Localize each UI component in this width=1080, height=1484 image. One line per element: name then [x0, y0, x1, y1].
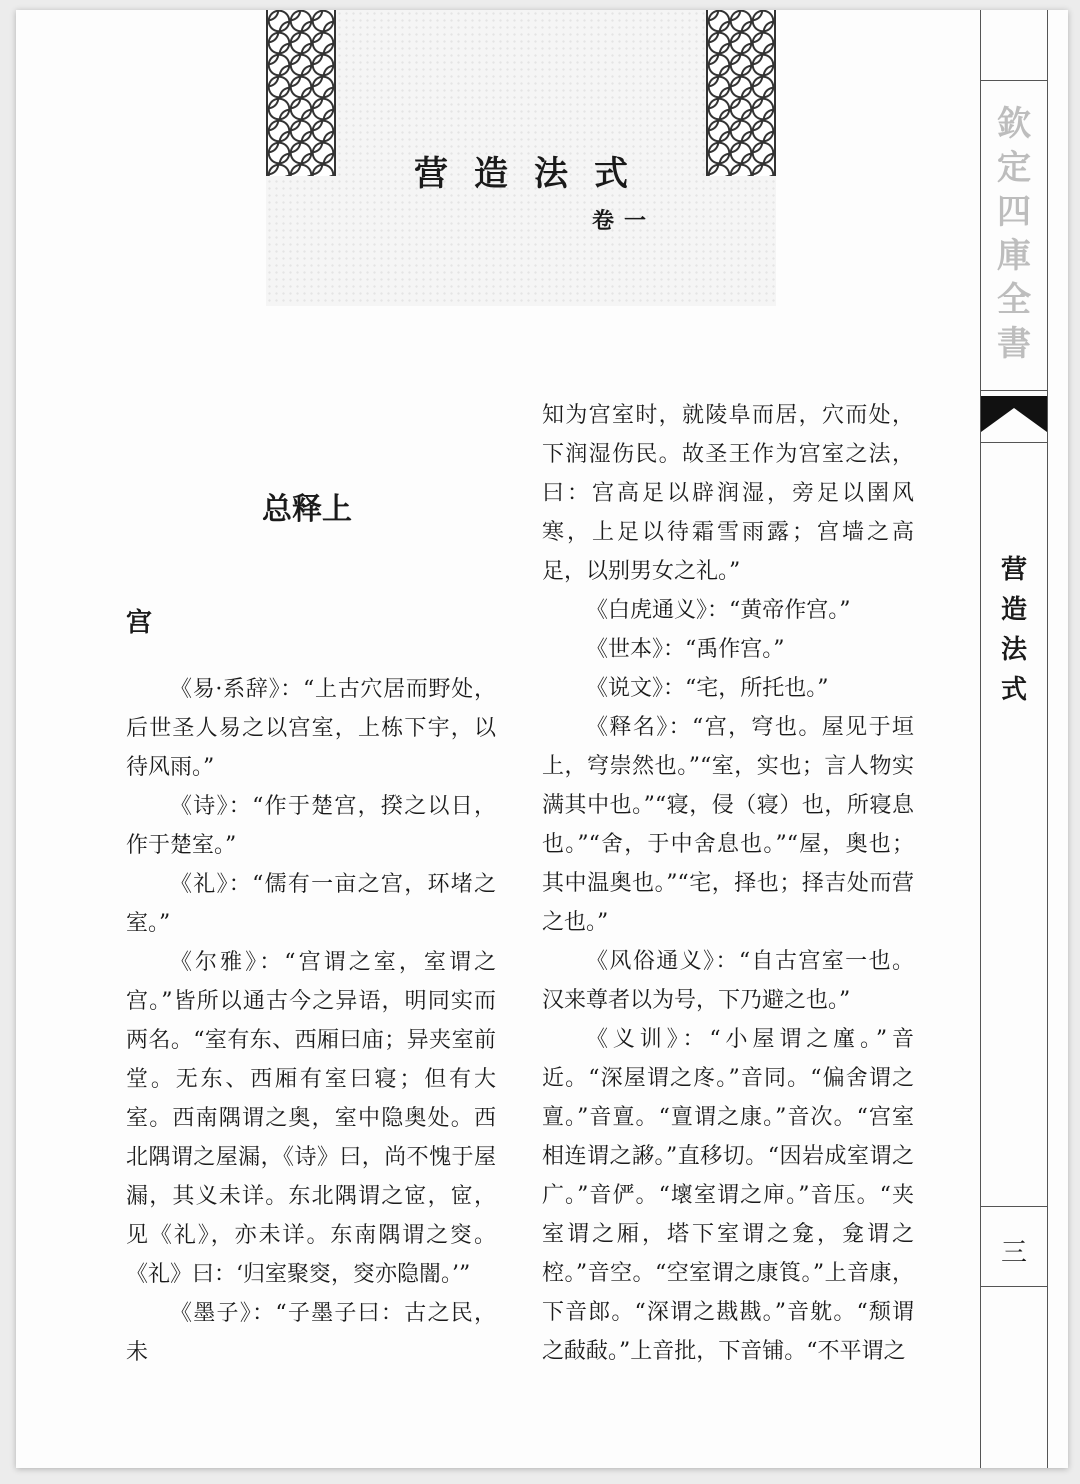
series-char: 全 [997, 280, 1031, 320]
strip-divider [981, 1206, 1047, 1207]
paragraph: 《义训》：“小屋谓之廑。”音近。“深屋谓之庝。”音同。“偏舍谓之亶。”音亶。“亶谓之康。”音次。“宫室相连谓之謻。”直移切。“因岩成室谓之广。”音俨。“壞室谓之庘。”音压。“夹室谓之厢，塔下室谓之龛，龛谓之椌。”音空。“空室谓之康筤。”上音康，下音郎。“深谓之戡戡。”音躭。“颓谓之敮敮。”上音批，下音铺。“不平谓之 [542, 1027, 914, 1364]
paragraph-continuation: 知为宫室时，就陵阜而居，穴而处，下润湿伤民。故圣王作为宫室之法，曰：宫高足以辟润湿，旁足以圉风寒，上足以待霜雪雨露；宫墙之高足，以别男女之礼。” [542, 403, 914, 584]
paragraph: 《白虎通义》：“黄帝作宫。” [586, 598, 851, 623]
left-column [126, 670, 496, 1372]
right-column [542, 396, 914, 1371]
paragraph: 《世本》：“禹作宫。” [586, 637, 785, 662]
strip-divider [981, 390, 1047, 391]
paragraph: 《尔雅》：“宫谓之室，室谓之宫。”皆所以通古今之异语，明同实而两名。“室有东、西厢曰庙；异夹室前堂。无东、西厢有室曰寝；但有大室。西南隅谓之奥，室中隐奥处。西北隅谓之屋漏，《诗》曰，尚不愧于屋漏，其义未详。东北隅谓之宧，宧，见《礼》，亦未详。东南隅谓之窔。《礼》曰：‘归室聚窔，窔亦隐闇。’” [126, 950, 496, 1287]
paragraph: 《易·系辞》：“上古穴居而野处，后世圣人易之以宫室，上栋下宇，以待风雨。” [126, 677, 496, 780]
chapter-banner [266, 10, 776, 306]
section-title: 总释上 [262, 492, 352, 527]
series-char: 四 [997, 192, 1031, 232]
series-title [981, 102, 1047, 366]
strip-divider [981, 442, 1047, 443]
series-char: 欽 [997, 104, 1031, 144]
sub-title: 宫 [126, 608, 153, 638]
book-page [16, 10, 1068, 1468]
series-char: 定 [997, 148, 1031, 188]
margin-strip [980, 10, 1048, 1468]
vertical-book-title [981, 550, 1047, 710]
fishtail-ornament-icon [981, 396, 1047, 436]
paragraph: 《礼》：“儒有一亩之宫，环堵之室。” [126, 872, 496, 936]
title-char: 造 [1000, 595, 1027, 625]
paragraph: 《释名》：“宫，穹也。屋见于垣上，穹崇然也。”“室，实也；言人物实满其中也。”“寝，侵（寝）也，所寝息也。”“舍，于中舍息也。”“屋，奥也；其中温奥也。”“宅，择也；择吉处而营之也。” [542, 715, 914, 935]
title-char: 营 [1000, 555, 1027, 585]
strip-divider [981, 1286, 1047, 1287]
paragraph: 《墨子》：“子墨子曰：古之民，未 [126, 1301, 496, 1365]
volume-label: 卷一 [591, 208, 656, 234]
series-char: 書 [997, 324, 1031, 364]
title-char: 法 [1000, 635, 1027, 665]
paragraph: 《风俗通义》：“自古宫室一也。汉来尊者以为号，下乃避之也。” [542, 949, 914, 1013]
title-char: 式 [1000, 675, 1027, 705]
strip-divider [981, 80, 1047, 81]
book-title: 营造法式 [414, 154, 654, 194]
page-number: 三 [1000, 1238, 1027, 1268]
paragraph: 《诗》：“作于楚宫，揆之以日，作于楚室。” [126, 794, 496, 858]
series-char: 庫 [997, 236, 1031, 276]
paragraph: 《说文》：“宅，所托也。” [586, 676, 829, 701]
